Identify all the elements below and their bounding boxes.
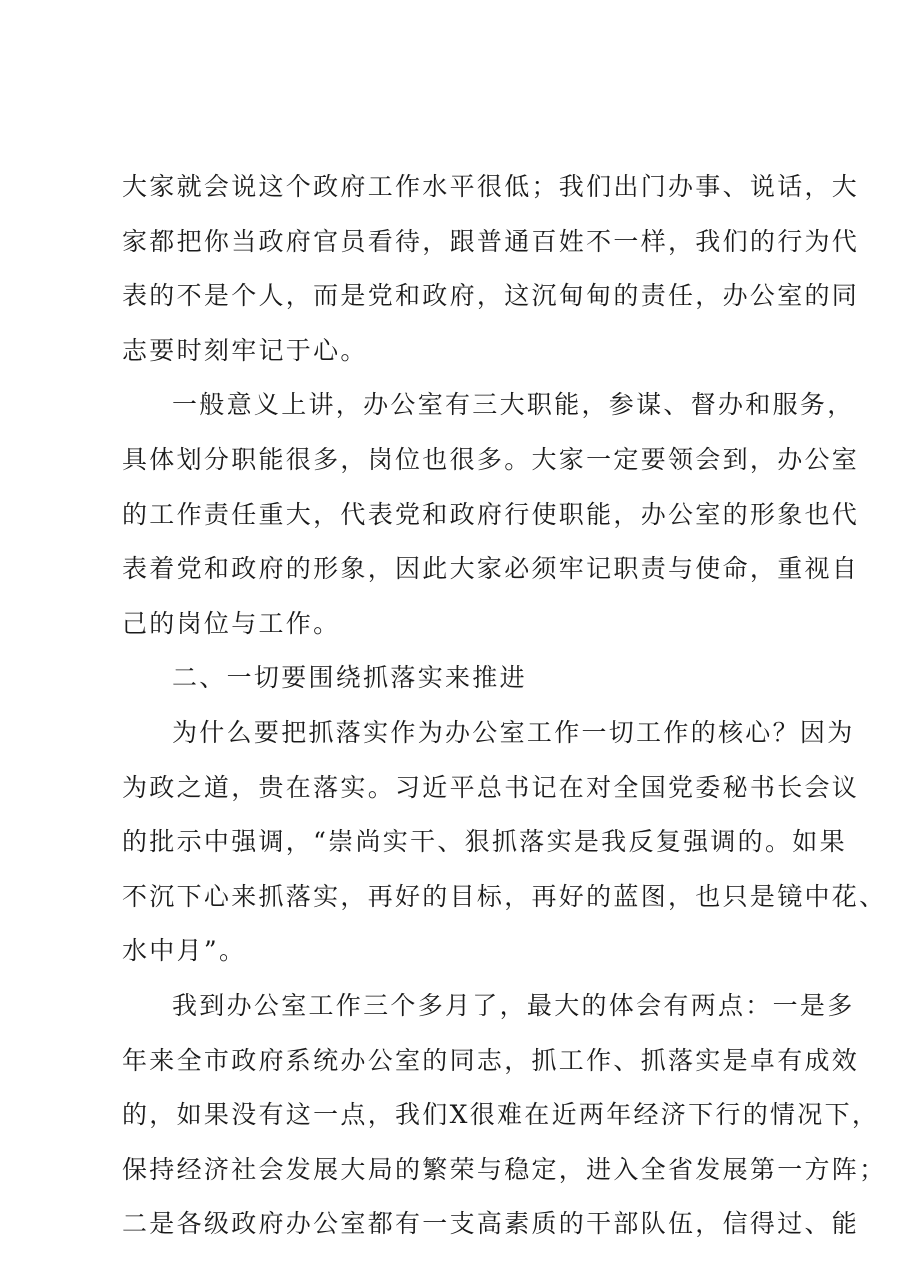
text-line: 表着党和政府的形象，因此大家必须牢记职责与使命，重视自	[122, 554, 860, 584]
text-line: 为政之道，贵在落实。习近平总书记在对全国党委秘书长会议	[122, 772, 860, 802]
body-text	[122, 160, 887, 1252]
paragraph-first-line: 我到办公室工作三个多月了，最大的体会有两点：一是多	[172, 990, 855, 1020]
section-heading: 二、一切要围绕抓落实来推进	[172, 663, 527, 693]
paragraph-first-line: 一般意义上讲，办公室有三大职能，参谋、督办和服务，	[172, 390, 855, 420]
text-line: 二是各级政府办公室都有一支高素质的干部队伍，信得过、能	[122, 1209, 860, 1239]
text-line: 水中月”。	[122, 936, 247, 966]
text-line: 的批示中强调，“崇尚实干、狠抓落实是我反复强调的。如果	[122, 827, 847, 857]
text-line: 具体划分职能很多，岗位也很多。大家一定要领会到，办公室	[122, 444, 860, 474]
text-line: 保持经济社会发展大局的繁荣与稳定，进入全省发展第一方阵；	[122, 1154, 887, 1184]
text-line: 年来全市政府系统办公室的同志，抓工作、抓落实是卓有成效	[122, 1045, 860, 1075]
text-line: 不沉下心来抓落实，再好的目标，再好的蓝图，也只是镜中花、	[122, 881, 887, 911]
text-line: 志要时刻牢记于心。	[122, 335, 368, 365]
text-line: 的，如果没有这一点，我们X很难在近两年经济下行的情况下，	[122, 1100, 880, 1130]
paragraph-first-line: 为什么要把抓落实作为办公室工作一切工作的核心？因为	[172, 717, 855, 747]
text-line: 家都把你当政府官员看待，跟普通百姓不一样，我们的行为代	[122, 226, 860, 256]
text-line: 己的岗位与工作。	[122, 608, 341, 638]
text-line: 表的不是个人，而是党和政府，这沉甸甸的责任，办公室的同	[122, 281, 860, 311]
text-line: 的工作责任重大，代表党和政府行使职能，办公室的形象也代	[122, 499, 860, 529]
text-line: 大家就会说这个政府工作水平很低；我们出门办事、说话，大	[122, 172, 860, 201]
